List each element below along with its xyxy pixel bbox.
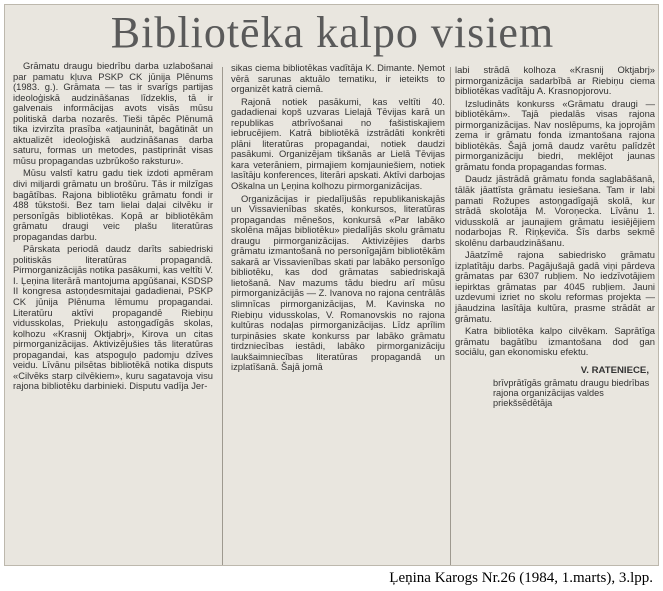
article-column-3 [455,65,655,408]
article-paragraph: Daudz jāstrādā grāmatu fonda saglabāšanā, tālāk jāattīsta grāmatu iesiešana. Tam ir labi pamati Rožupes astoņgadīgajā skolā, kur strādā skolotāja M. Voroņecka. Līvānu 1. vidusskolā ar jaunajiem grāmatu iesiējējiem nodarbojas R. Riņķeviča. Šīs darbs sekmē skolēnu darbaudzināšanu. [455,173,655,248]
article-paragraph: Izsludināts konkurss «Grāmatu draugi — bibliotēkām». Tajā piedalās visas rajona pirmorganizācijas. Nav noslēpums, ka joprojām zema ir grāmatu fonda izmantošana rajona bibliotēkās. Šajā jomā daudz varētu palīdzēt pirmorganizāciju biedri, meklējot jaunas grāmatu fonda propagandas formas. [455,97,655,172]
article-paragraph: Grāmatu draugu biedrību darba uzlabošanai par pamatu kļuva PSKP CK jūnija Plēnums (1983. g.). Grāmata — tas ir svarīgs partijas ideoloģiskā audzināšanas līdzeklis, tā ir galvenais informācijas avots visās mūsu politiskā darba nozarēs. Tieši tāpēc Plēnumā tika izvirzīta prasība «atjaunināt, bagātināt un aktualizēt ideoloģiskā audzināšanas darba saturu, formas un metodes, pastiprināt visas mūsu propagandas uzbrūkošo raksturu». [13,60,213,166]
column-divider [450,67,451,565]
article-paragraph: Katra bibliotēka kalpo cilvēkam. Saprātīga grāmatu bagātību izmantošana dod gan sociālu, gan ekonomisku efektu. [455,325,655,358]
article-paragraph: Jāatzīmē rajona sabiedrisko grāmatu izplatītāju darbs. Pagājušajā gadā viņi pārdeva grāmatas par 6307 rubļiem. No iedzīvotājiem iepirktas grāmatas par 4045 rubļiem. Jauni uzdevumi izriet no skolu reformas projekta — jāaudzina lasītāja kultūra, prasme strādāt ar grāmatu. [455,249,655,324]
author-signature: V. RATENIECE, [580,364,649,376]
newspaper-clipping [4,4,659,566]
article-paragraph: labi strādā kolhoza «Krasnij Oktjabrj» pirmorganizācija sadarbībā ar Riebiņu ciema bibliotēkas vadītāju A. Krasnopjorovu. [455,64,655,97]
article-column-1 [13,61,213,394]
author-title: brīvprātīgās grāmatu draugu biedrības rajona organizācijas valdes priekšsēdētāja [493,378,650,409]
article-headline: Bibliotēka kalpo visiem [110,8,555,57]
article-paragraph: Organizācijas ir piedalījušās republikaniskajās un Vissavienības skatēs, konkursos, literatūras propagandas mēnešos, konkursā «Par labāko skolēna mājas bibliotēku» piedalījās skolu grāmatu draugu pirmorganizācijas. Aktivizējies darbs grāmatu izmantošanā no personīgajām bibliotēkām sakarā ar Vissavienības skati par labāko personīgo bibliotēku, kas dod grāmatas sabiedriskajā lietošanā. Nav mazums tādu biedru arī mūsu pirmorganizācijās — Z. Ivanova no rajona centrālās slimnīcas pirmorganizācijas, M. Kavinska no Riebiņu vidusskolas, V. Romanovskis no rajona kultūras nodaļas pirmorganizācijas. Līdz aprīlim turpināsies skate konkurss par labāko grāmatu tirdzniecības iestādi, labāko pirmorganizāciju laukšaimniecības literatūras propagandā un izplatīšanā. Šajā jomā [231,192,445,373]
article-paragraph: Rajonā notiek pasākumi, kas veltīti 40. gadadienai kopš uzvaras Lielajā Tēvijas karā un republikas atbrīvošanai no fašistiskajiem iebrucējiem. Katrā bibliotēkā izstrādāti konkrēti plāni literatūras propagandai, notiek daudzi pasākumi. Organizējam tikšanās ar Lielā Tēvijas kara veterāniem, pirmajiem komjauniešiem, notiek lasītāju konferences, literāri apskati. Aktīvi darbojas Oškalna un Ļeņina kolhozu pirmorganizācijas. [231,95,445,192]
article-paragraph: Mūsu valstī katru gadu tiek izdoti apmēram divi miljardi grāmatu un brošūru. Tās ir milzīgas bagātības. Rajona bibliotēku grāmatu fondi ir 488 tūkstoši. Bez tam lielai daļai cilvēku ir personīgās bibliotēkas. Kopā ar bibliotēkām grāmatu draugi veic plašu literatūras propagandas darbu. [13,167,213,242]
article-paragraph: sikas ciema bibliotēkas vadītāja K. Dimante. Ņemot vērā sarunas aktuālo tematiku, ir ieteikts to organizēt katrā ciemā. [231,62,445,95]
source-caption: Ļeņina Karogs Nr.26 (1984, 1.marts), 3.lpp. [389,570,653,586]
column-divider [222,67,223,565]
article-paragraph: Pārskata periodā daudz darīts sabiedriski politiskās literatūras propagandā. Pirmorganizācijās notika pasākumi, kas veltīti V. I. Ļeņina literārā mantojuma apgūšanai, KSDSP II kongresa astoņdesmitajai gadadienai, PSKP CK jūnija Plēnuma lēmumu propagandai. Literatūru aktīvi propagandē Riebiņu vidusskolas, Priekuļu astoņgadīgās skolas, kolhozu «Krasnij Oktjabrj», Kirova un citas pirmorganizācijas. Aktivizējušies tās literatūras propagandai, kas atspoguļo padomju dzīves veidu. Līvānu pilsētas bibliotēkā notika disputs «Cilvēks starp cilvēkiem», kuru sagatavoja visu rajona bibliotēku darbinieki. Disputu vadīja Jer- [13,243,213,392]
article-column-2 [231,63,445,375]
